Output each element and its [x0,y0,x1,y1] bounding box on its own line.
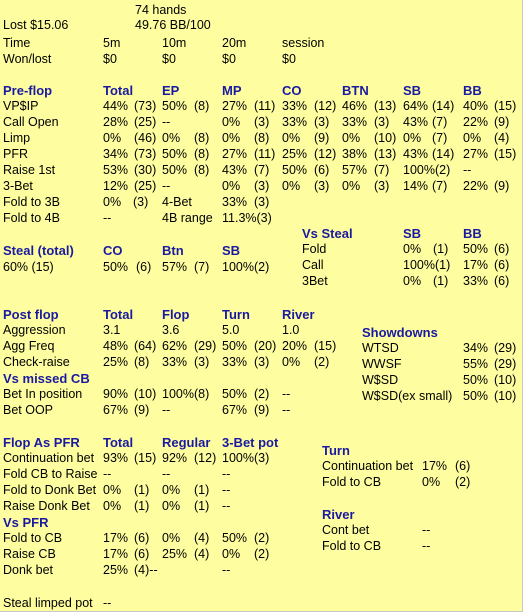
flop-pfr-row-1-cell-1: -- [103,467,112,481]
bb-per-100: 49.76 BB/100 [135,18,211,32]
preflop-row-3-cell-12: (14) [432,147,455,161]
preflop-row-0-cell-12: (14) [432,99,455,113]
showdowns-heading: Showdowns [362,325,438,340]
flop-pfr-row-1-cell-5: -- [222,467,231,481]
flop-pfr-row-3-cell-2: (1) [134,499,150,513]
showdown-row-3-cell-2: (10) [494,389,517,403]
missed-cb-row-0-cell-2: (10) [134,387,157,401]
preflop-row-2-cell-9: 0% [342,131,361,145]
river-row-1-cell-1: -- [422,539,431,553]
preflop-row-0-cell-3: 50% [162,99,188,113]
vs-steal-row-1-cell-3: 17% [463,258,489,272]
vs-missed-cb-heading: Vs missed CB [3,371,90,386]
turn-row-1-cell-2: (2) [455,475,471,489]
preflop-row-5-cell-5: 0% [222,179,241,193]
preflop-row-1-cell-12: (7) [432,115,448,129]
preflop-row-4-cell-1: 53% [103,163,129,177]
postflop-row-2-cell-7: 0% [282,355,301,369]
postflop-row-0-cell-7: 1.0 [282,323,300,337]
showdown-row-1-cell-0: WWSF [362,357,402,371]
flop-pfr-row-2-cell-3: 0% [162,483,181,497]
preflop-row-2-cell-3: 0% [162,131,181,145]
preflop-row-1-cell-9: 33% [342,115,368,129]
preflop-row-0-cell-4: (8) [194,99,210,113]
preflop-row-1-cell-7: 33% [282,115,308,129]
preflop-row-4-cell-2: (30) [134,163,157,177]
preflop-col-btn: BTN [342,83,369,98]
postflop-row-0-cell-0: Aggression [3,323,66,337]
steal-co-count: (6) [136,260,152,274]
steal-sb-value: 100%(2) [222,260,270,274]
preflop-row-5-cell-14: (9) [494,179,510,193]
steal-col-btn: Btn [162,243,184,258]
postflop-row-2-cell-1: 25% [103,355,129,369]
preflop-row-4-cell-8: (6) [314,163,330,177]
preflop-row-2-cell-8: (9) [314,131,330,145]
fold-to-4b-value: -- [103,211,112,225]
vs-steal-row-0-cell-1: 0% [403,242,422,256]
preflop-col-ep: EP [162,83,180,98]
showdown-row-0-cell-2: (29) [494,341,517,355]
preflop-row-4-cell-4: (8) [194,163,210,177]
vs-pfr-row-0-cell-6: (2) [254,531,270,545]
hands-count: 74 hands [135,3,187,17]
turn-row-0-cell-1: 17% [422,459,448,473]
preflop-row-3-cell-3: 50% [162,147,188,161]
preflop-heading: Pre-flop [3,83,53,98]
vs-steal-row-2-cell-0: 3Bet [302,274,328,288]
preflop-row-4-cell-9: 57% [342,163,368,177]
showdown-row-3-cell-1: 50% [463,389,489,403]
preflop-col-bb: BB [463,83,482,98]
vs-steal-row-0-cell-4: (6) [494,242,510,256]
flop-pfr-row-0-cell-1: 93% [103,451,129,465]
postflop-row-2-cell-8: (2) [314,355,330,369]
postflop-row-2-cell-2: (8) [134,355,150,369]
preflop-row-0-cell-7: 33% [282,99,308,113]
steal-limped-label: Steal limped pot [3,596,93,610]
vs-steal-row-0-cell-2: (1) [433,242,449,256]
river-row-0-cell-1: -- [422,523,431,537]
preflop-row-3-cell-1: 34% [103,147,129,161]
vs-pfr-row-2-cell-1: 25% [103,563,129,577]
preflop-row-2-cell-7: 0% [282,131,301,145]
won-10m: $0 [162,52,176,66]
preflop-row-3-cell-2: (73) [134,147,157,161]
vs-steal-row-1-cell-0: Call [302,258,324,272]
postflop-row-2-cell-6: (3) [254,355,270,369]
preflop-row-3-cell-6: (11) [254,147,276,161]
showdown-row-0-cell-0: WTSD [362,341,399,355]
vs-pfr-row-1-cell-1: 17% [103,547,129,561]
preflop-row-0-cell-6: (11) [254,99,276,113]
missed-cb-row-0-cell-3: 100%(8) [162,387,210,401]
vs-pfr-row-0-cell-2: (6) [134,531,150,545]
vs-pfr-row-1-cell-5: 0% [222,547,241,561]
preflop-row-5-cell-6: (3) [254,179,270,193]
vs-steal-row-1-cell-1: 100%(1) [403,258,451,272]
four-bet-range-value: 11.3%(3) [222,211,272,225]
preflop-row-2-cell-14: (4) [494,131,510,145]
preflop-row-2-cell-2: (46) [134,131,157,145]
preflop-row-5-cell-11: 14% [403,179,429,193]
missed-cb-row-0-cell-0: Bet In position [3,387,83,401]
preflop-col-co: CO [282,83,302,98]
flop-pfr-row-2-cell-5: -- [222,483,231,497]
missed-cb-row-0-cell-7: -- [282,387,291,401]
preflop-row-3-cell-13: 27% [463,147,489,161]
vs-pfr-row-0-cell-5: 50% [222,531,248,545]
flop-pfr-row-0-cell-4: (12) [194,451,217,465]
preflop-row-0-cell-0: VP$IP [3,99,39,113]
missed-cb-row-1-cell-0: Bet OOP [3,403,54,417]
preflop-row-3-cell-0: PFR [3,147,28,161]
flop-pfr-row-2-cell-2: (1) [134,483,150,497]
steal-co-value: 50% [103,260,129,274]
preflop-row-5-cell-0: 3-Bet [3,179,33,193]
flop-pfr-row-0-cell-2: (15) [134,451,157,465]
preflop-row-0-cell-10: (13) [374,99,397,113]
flop-pfr-row-1-cell-3: -- [162,467,171,481]
postflop-row-1-cell-3: 62% [162,339,188,353]
steal-limped-value: -- [103,596,112,610]
vs-pfr-row-1-cell-4: (4) [194,547,210,561]
preflop-row-0-cell-8: (12) [314,99,337,113]
vs-pfr-row-2-cell-5: -- [222,563,231,577]
preflop-row-5-cell-2: (25) [134,179,157,193]
postflop-col-river: River [282,307,315,322]
preflop-row-1-cell-0: Call Open [3,115,59,129]
preflop-col-sb: SB [403,83,422,98]
missed-cb-row-0-cell-6: (2) [254,387,270,401]
vs-pfr-row-1-cell-2: (6) [134,547,150,561]
postflop-row-1-cell-8: (15) [314,339,337,353]
preflop-row-5-cell-13: 22% [463,179,489,193]
postflop-row-2-cell-0: Check-raise [3,355,70,369]
postflop-row-1-cell-4: (29) [194,339,217,353]
preflop-row-1-cell-11: 43% [403,115,429,129]
turn-row-1-cell-0: Fold to CB [322,475,382,489]
vs-pfr-row-1-cell-0: Raise CB [3,547,56,561]
preflop-row-4-cell-6: (7) [254,163,270,177]
steal-btn-value: 57% [162,260,188,274]
showdown-row-0-cell-1: 34% [463,341,489,355]
flop-pfr-row-1-cell-0: Fold CB to Raise [3,467,98,481]
postflop-row-2-cell-4: (3) [194,355,210,369]
vs-steal-col-sb: SB [403,226,422,241]
missed-cb-row-0-cell-5: 50% [222,387,248,401]
fold-to-3b-count: (3) [133,195,149,209]
postflop-row-2-cell-5: 33% [222,355,248,369]
preflop-row-1-cell-8: (3) [314,115,330,129]
vs-steal-row-2-cell-2: (1) [433,274,449,288]
won-5m: $0 [103,52,117,66]
postflop-col-turn: Turn [222,307,250,322]
showdown-row-1-cell-1: 55% [463,357,489,371]
preflop-row-3-cell-7: 25% [282,147,308,161]
preflop-row-0-cell-14: (15) [494,99,517,113]
flop-pfr-col-total: Total [103,435,134,450]
preflop-row-2-cell-10: (10) [374,131,397,145]
preflop-row-2-cell-11: 0% [403,131,422,145]
missed-cb-row-1-cell-6: (9) [254,403,270,417]
preflop-col-total: Total [103,83,134,98]
showdown-row-2-cell-1: 50% [463,373,489,387]
preflop-row-2-cell-4: (8) [194,131,210,145]
postflop-row-1-cell-6: (20) [254,339,277,353]
preflop-row-0-cell-2: (73) [134,99,157,113]
preflop-row-0-cell-13: 40% [463,99,489,113]
flop-pfr-row-3-cell-0: Raise Donk Bet [3,499,90,513]
showdown-row-2-cell-2: (10) [494,373,517,387]
four-bet-label: 4-Bet [162,195,192,209]
preflop-row-1-cell-6: (3) [254,115,270,129]
flop-pfr-row-0-cell-5: 100%(3) [222,451,270,465]
flop-pfr-row-3-cell-3: 0% [162,499,181,513]
turn-row-0-cell-0: Continuation bet [322,459,414,473]
preflop-row-5-cell-10: (3) [374,179,390,193]
preflop-row-0-cell-1: 44% [103,99,129,113]
missed-cb-row-1-cell-2: (9) [134,403,150,417]
fold-to-3b-value: 0% [103,195,122,209]
preflop-row-4-cell-3: 50% [162,163,188,177]
four-bet-range-label: 4B range [162,211,213,225]
preflop-row-3-cell-4: (8) [194,147,210,161]
preflop-row-0-cell-9: 46% [342,99,368,113]
flop-pfr-row-3-cell-5: -- [222,499,231,513]
preflop-row-0-cell-5: 27% [222,99,248,113]
preflop-row-4-cell-0: Raise 1st [3,163,56,177]
missed-cb-row-1-cell-7: -- [282,403,291,417]
preflop-row-2-cell-13: 0% [463,131,482,145]
won-20m: $0 [222,52,236,66]
steal-col-sb: SB [222,243,241,258]
turn-heading: Turn [322,443,350,458]
won-lost-label: Won/lost [3,52,52,66]
turn-row-1-cell-1: 0% [422,475,441,489]
preflop-row-4-cell-11: 100%(2) [403,163,451,177]
preflop-row-5-cell-1: 12% [103,179,129,193]
preflop-row-2-cell-12: (7) [432,131,448,145]
preflop-row-1-cell-5: 0% [222,115,241,129]
preflop-row-1-cell-2: (25) [134,115,157,129]
showdown-row-1-cell-2: (29) [494,357,517,371]
preflop-row-1-cell-1: 28% [103,115,129,129]
preflop-row-4-cell-13: -- [463,163,472,177]
four-bet-count: (3) [254,195,270,209]
postflop-heading: Post flop [3,307,59,322]
vs-pfr-row-0-cell-1: 17% [103,531,129,545]
preflop-row-4-cell-5: 43% [222,163,248,177]
preflop-row-4-cell-10: (7) [374,163,390,177]
fold-to-4b-label: Fold to 4B [3,211,60,225]
vs-steal-row-2-cell-3: 33% [463,274,489,288]
missed-cb-row-0-cell-1: 90% [103,387,129,401]
vs-steal-heading: Vs Steal [302,226,353,241]
vs-pfr-row-1-cell-3: 25% [162,547,188,561]
preflop-row-0-cell-11: 64% [403,99,429,113]
steal-total-value: 60% (15) [3,260,54,274]
flop-pfr-row-3-cell-1: 0% [103,499,122,513]
flop-pfr-heading: Flop As PFR [3,435,80,450]
vs-steal-row-2-cell-4: (6) [494,274,510,288]
flop-pfr-row-2-cell-4: (1) [194,483,210,497]
preflop-row-3-cell-9: 38% [342,147,368,161]
time-label: Time [3,36,31,50]
flop-pfr-row-2-cell-1: 0% [103,483,122,497]
river-row-1-cell-0: Fold to CB [322,539,382,553]
flop-pfr-row-0-cell-0: Continuation bet [3,451,95,465]
postflop-row-0-cell-5: 5.0 [222,323,240,337]
vs-pfr-row-0-cell-3: 0% [162,531,181,545]
flop-pfr-row-2-cell-0: Fold to Donk Bet [3,483,97,497]
preflop-row-4-cell-7: 50% [282,163,308,177]
flop-pfr-row-3-cell-4: (1) [194,499,210,513]
missed-cb-row-1-cell-3: -- [162,403,171,417]
preflop-row-5-cell-7: 0% [282,179,301,193]
preflop-row-5-cell-12: (7) [432,179,448,193]
preflop-row-5-cell-8: (3) [314,179,330,193]
time-session: session [282,36,325,50]
flop-pfr-col-regular: Regular [162,435,211,450]
postflop-row-1-cell-1: 48% [103,339,129,353]
missed-cb-row-1-cell-1: 67% [103,403,129,417]
postflop-row-1-cell-5: 50% [222,339,248,353]
vs-pfr-row-1-cell-6: (2) [254,547,270,561]
time-20m: 20m [222,36,247,50]
steal-total-heading: Steal (total) [3,243,74,258]
postflop-row-1-cell-7: 20% [282,339,308,353]
postflop-col-total: Total [103,307,134,322]
vs-pfr-row-0-cell-0: Fold to CB [3,531,63,545]
preflop-row-3-cell-8: (12) [314,147,337,161]
postflop-row-1-cell-2: (64) [134,339,157,353]
time-10m: 10m [162,36,187,50]
vs-pfr-row-0-cell-4: (4) [194,531,210,545]
vs-steal-col-bb: BB [463,226,482,241]
river-row-0-cell-0: Cont bet [322,523,370,537]
steal-col-co: CO [103,243,123,258]
river-heading: River [322,507,355,522]
flop-pfr-col-3bet: 3-Bet pot [222,435,279,450]
vs-pfr-row-2-cell-2: (4)-- [134,563,158,577]
showdown-row-2-cell-0: W$SD [362,373,399,387]
four-bet-value: 33% [222,195,248,209]
preflop-row-2-cell-5: 0% [222,131,241,145]
preflop-row-1-cell-13: 22% [463,115,489,129]
preflop-row-1-cell-3: -- [162,115,171,129]
preflop-row-5-cell-9: 0% [342,179,361,193]
vs-pfr-row-2-cell-0: Donk bet [3,563,54,577]
postflop-col-flop: Flop [162,307,190,322]
fold-to-3b-label: Fold to 3B [3,195,60,209]
turn-row-0-cell-2: (6) [455,459,471,473]
preflop-row-3-cell-14: (15) [494,147,517,161]
postflop-row-2-cell-3: 33% [162,355,188,369]
preflop-row-1-cell-14: (9) [494,115,510,129]
vs-steal-row-1-cell-4: (6) [494,258,510,272]
preflop-row-2-cell-0: Limp [3,131,31,145]
preflop-row-3-cell-10: (13) [374,147,397,161]
vs-steal-row-2-cell-1: 0% [403,274,422,288]
preflop-row-3-cell-11: 43% [403,147,429,161]
vs-steal-row-0-cell-3: 50% [463,242,489,256]
won-session: $0 [282,52,296,66]
preflop-col-mp: MP [222,83,242,98]
time-5m: 5m [103,36,121,50]
postflop-row-1-cell-0: Agg Freq [3,339,55,353]
vs-pfr-heading: Vs PFR [3,515,49,530]
missed-cb-row-1-cell-5: 67% [222,403,248,417]
preflop-row-3-cell-5: 27% [222,147,248,161]
preflop-row-5-cell-3: -- [162,179,171,193]
preflop-row-1-cell-10: (3) [374,115,390,129]
postflop-row-0-cell-1: 3.1 [103,323,121,337]
flop-pfr-row-0-cell-3: 92% [162,451,188,465]
lost-amount: Lost $15.06 [3,18,69,32]
preflop-row-2-cell-1: 0% [103,131,122,145]
vs-steal-row-0-cell-0: Fold [302,242,327,256]
steal-btn-count: (7) [194,260,210,274]
postflop-row-0-cell-3: 3.6 [162,323,180,337]
preflop-row-2-cell-6: (8) [254,131,270,145]
showdown-row-3-cell-0: W$SD(ex small) [362,389,453,403]
